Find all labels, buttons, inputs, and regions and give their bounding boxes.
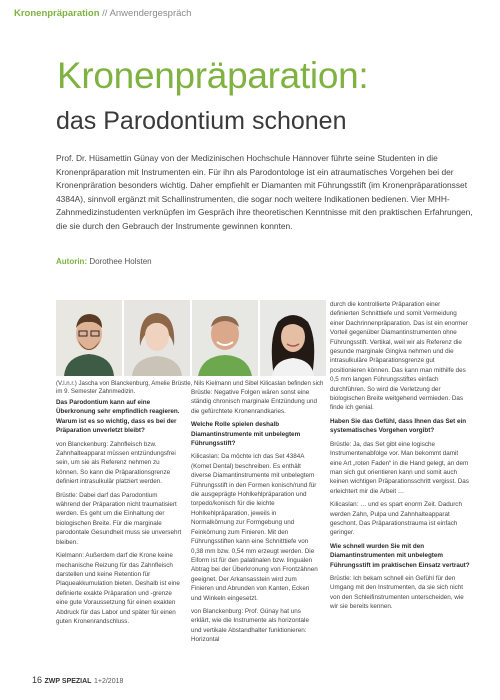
text-column-3 [330,300,470,616]
photo-portrait-1 [56,300,122,376]
section-name: Kronenpräparation [14,8,100,19]
page-number: 16 [32,675,43,685]
author-line [56,257,152,266]
interview-answer: Kielmann: Außerdem darf die Krone keine mechanische Reizung für das Zahnfleisch darstellen und keine Retention für Plaqueakkumulation bieten. Deshalb ist eine definierte exakte Präparation und -grenze eine gute Voraussetzung für einen exakten Abdruck für das Labor und später für einen guten Kronenrandschluss. [56,552,180,625]
interview-answer: von Blanckenburg: Prof. Günay hat uns erklärt, wie die Instrumente als horizontale und vertikale Abstandhalter funktionieren: Horizontal [191,607,309,644]
page-header [14,8,191,19]
interview-answer: Kilicaslan: Da möchte ich das Set 4384A (Komet Dental) beschreiben. Es enthält diverse Diamantinstrumente mit unbelegtem Führungsstift in den Formen konisch/rund für die ausgeprägte Hohlkehlpräparation und torpedo/konisch für die leichte Hohlkehlpräparation, jeweils in Normalkörnung zur Formgebung und Feinkörnung zum Finieren. Mit den Führungsstiften kann eine Schnitttiefe von 0,38 mm bzw. 0,54 mm erzeugt werden. Die Eiform ist für den palatinalen bzw. lingualen Abtrag bei der Überkronung von Frontzähnen geeignet. Der Arkansasstein wird zum Finieren und Abrunden von Kanten, Ecken und Winkeln eingesetzt. [191,453,318,602]
article-subtitle: das Parodontium schonen [56,107,347,135]
interview-question: Wie schnell wurden Sie mit den Diamantinstrumenten mit unbelegtem Führungsstift im praktischen Einsatz vertraut? [330,542,470,569]
article-title: Kronenpräparation: [57,55,369,96]
category-name: Anwendergespräch [109,8,192,19]
interview-answer: Brüstle: Ich bekam schnell ein Gefühl für den Umgang mit den Instrumenten, da sie sich nicht von den Schleifinstrumenten unterscheiden, wie wir sie bereits kennen. [330,574,464,611]
interview-question: Welche Rolle spielen deshalb Diamantinstrumente mit unbelegtem Führungsstift? [191,421,301,448]
lead-paragraph: Prof. Dr. Hüsamettin Günay von der Medizinischen Hochschule Hannover führte seine Studenten in die Kronenpräparation mit Instrumenten ein. Für ihn als Parodontologe ist ein atraumatisches Vorgehen bei der Kronenpräration besonders wichtig. Daher empfiehlt er Diamanten mit Führungsstift (im Kronenpräparationsset 4384A), sinnvoll ergänzt mit Schallinstrumenten, die sogar noch weitere Indikationen bedienen. Vier MHH-Zahnmedizinstudenten verknüpfen im Gespräch ihre theoretischen Kenntnisse mit den praktischen Erfahrungen, die sie durch den Gebrauch der Instrumente gewinnen konnten. [56,153,473,231]
author-name: Dorothee Holsten [89,257,152,266]
author-label: Autorin: [56,257,88,266]
interview-answer: Kilicaslan: … und es spart enorm Zeit. Dadurch werden Zahn, Pulpa und Zahnhalteapparat geschont. Das Präparationstrauma ist einfach geringer. [330,501,462,537]
text-column-1 [56,398,182,630]
interview-answer: durch die kontrollierte Präparation einer definierten Schnitttiefe und somit Vermeidung einer Dachrinnenpräparation. Das ist ein enormer Vorteil gegenüber Diamantinstrumenten ohne Führungsstift. Vertikal, weil wir als Referenz die gesunde marginale Gingiva nehmen und die intrasulkuläre Präparationsgrenze gut positionieren können. Das kann man mithilfe des 0,5 mm langen Führungsstiftes einfach durchführen. So wird die Verletzung der biologischen Breite weitgehend vermieden. Das finde ich genial. [330,301,468,412]
text-column-2 [191,388,319,649]
header-separator: // [99,8,110,19]
photo-portrait-4 [260,300,326,376]
page-footer [32,675,123,685]
photo-caption: (V.l.n.r.) Jascha von Blanckenburg, Amelie Brüstle, Nils Kielmann und Sibel Kilicaslan befinden sich im 9. Semester Zahnmedizin. [56,380,324,396]
photo-portrait-2 [124,300,190,376]
photo-portrait-3 [192,300,258,376]
interview-answer: Brüstle: Dabei darf das Parodontium während der Präparation nicht traumatisiert werden. Es geht um die Einhaltung der biologischen Breite. Für die marginale parodontale Gesundheit muss sie unversehrt bleiben. [56,491,182,546]
interview-question: Haben Sie das Gefühl, dass Ihnen das Set ein systematisches Vorgehen vorgibt? [330,417,467,435]
magazine-name: ZWP SPEZIAL [44,678,92,685]
interview-answer: von Blanckenburg: Zahnfleisch bzw. Zahnhalteapparat müssen entzündungsfrei sein, um sie als Referenz nehmen zu können. So kann die Präparationsgrenze definiert intrasulkulär platziert werden. [56,440,176,486]
interview-answer: Brüstle: Ja, das Set gibt eine logische Instrumentenabfolge vor. Man bekommt damit eine Art „roten Faden“ in die Hand gelegt, an dem man sich gut orientieren kann und somit auch keinen wichtigen Präparationsschritt vergisst. Das erleichtert mir die Arbeit … [330,440,469,495]
issue-number: 1+2/2018 [93,678,124,685]
interview-question: Das Parodontium kann auf eine Überkronung sehr empfindlich reagieren. Warum ist es so wichtig, dass es bei der Präparation unverletzt bleibt? [56,399,180,435]
interview-answer: Brüstle: Negative Folgen wären sonst eine ständig chronisch marginale Entzündung und die gefürchtete Kronenrandkaries. [191,389,318,415]
